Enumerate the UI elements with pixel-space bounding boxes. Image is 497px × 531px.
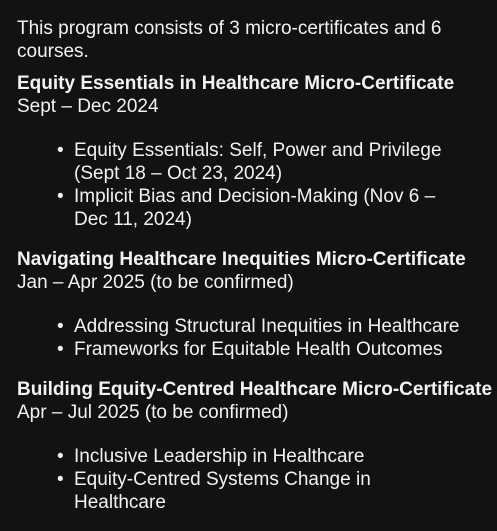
bullet-icon: • — [57, 446, 64, 467]
course-label: Inclusive Leadership in Healthcare — [74, 446, 365, 467]
section-title: Building Equity-Centred Healthcare Micro-Certificate — [17, 379, 493, 400]
course-label: Frameworks for Equitable Health Outcomes — [74, 339, 443, 360]
course-list — [17, 315, 487, 361]
section-title: Navigating Healthcare Inequities Micro-Certificate — [17, 249, 466, 270]
course-label: Implicit Bias and Decision-Making (Nov 6 – Dec 11, 2024) — [74, 186, 436, 230]
section-dates: Apr – Jul 2025 (to be confirmed) — [17, 402, 289, 423]
course-list — [17, 139, 487, 231]
section-dates: Sept – Dec 2024 — [17, 96, 159, 117]
course-item — [17, 185, 466, 231]
course-item — [17, 338, 466, 361]
program-intro: This program consists of 3 micro-certificates and 6 courses. — [17, 18, 442, 62]
course-list — [17, 445, 487, 514]
course-label: Equity Essentials: Self, Power and Privilege (Sept 18 – Oct 23, 2024) — [74, 140, 442, 184]
course-item — [17, 468, 466, 514]
bullet-icon: • — [57, 140, 64, 161]
course-item — [17, 139, 466, 185]
micro-certificate-equity-essentials — [17, 72, 487, 231]
section-dates: Jan – Apr 2025 (to be confirmed) — [17, 272, 294, 293]
micro-certificate-navigating-inequities — [17, 248, 487, 361]
bullet-icon: • — [57, 316, 64, 337]
bullet-icon: • — [57, 186, 64, 207]
section-title: Equity Essentials in Healthcare Micro-Certificate — [17, 73, 455, 94]
program-content — [17, 17, 493, 531]
course-item — [17, 445, 466, 468]
bullet-icon: • — [57, 339, 64, 360]
micro-certificate-building-equity — [17, 378, 493, 514]
course-label: Addressing Structural Inequities in Healthcare — [74, 316, 460, 337]
bullet-icon: • — [57, 469, 64, 490]
course-label: Equity-Centred Systems Change in Healthcare — [74, 469, 371, 513]
course-item — [17, 315, 466, 338]
